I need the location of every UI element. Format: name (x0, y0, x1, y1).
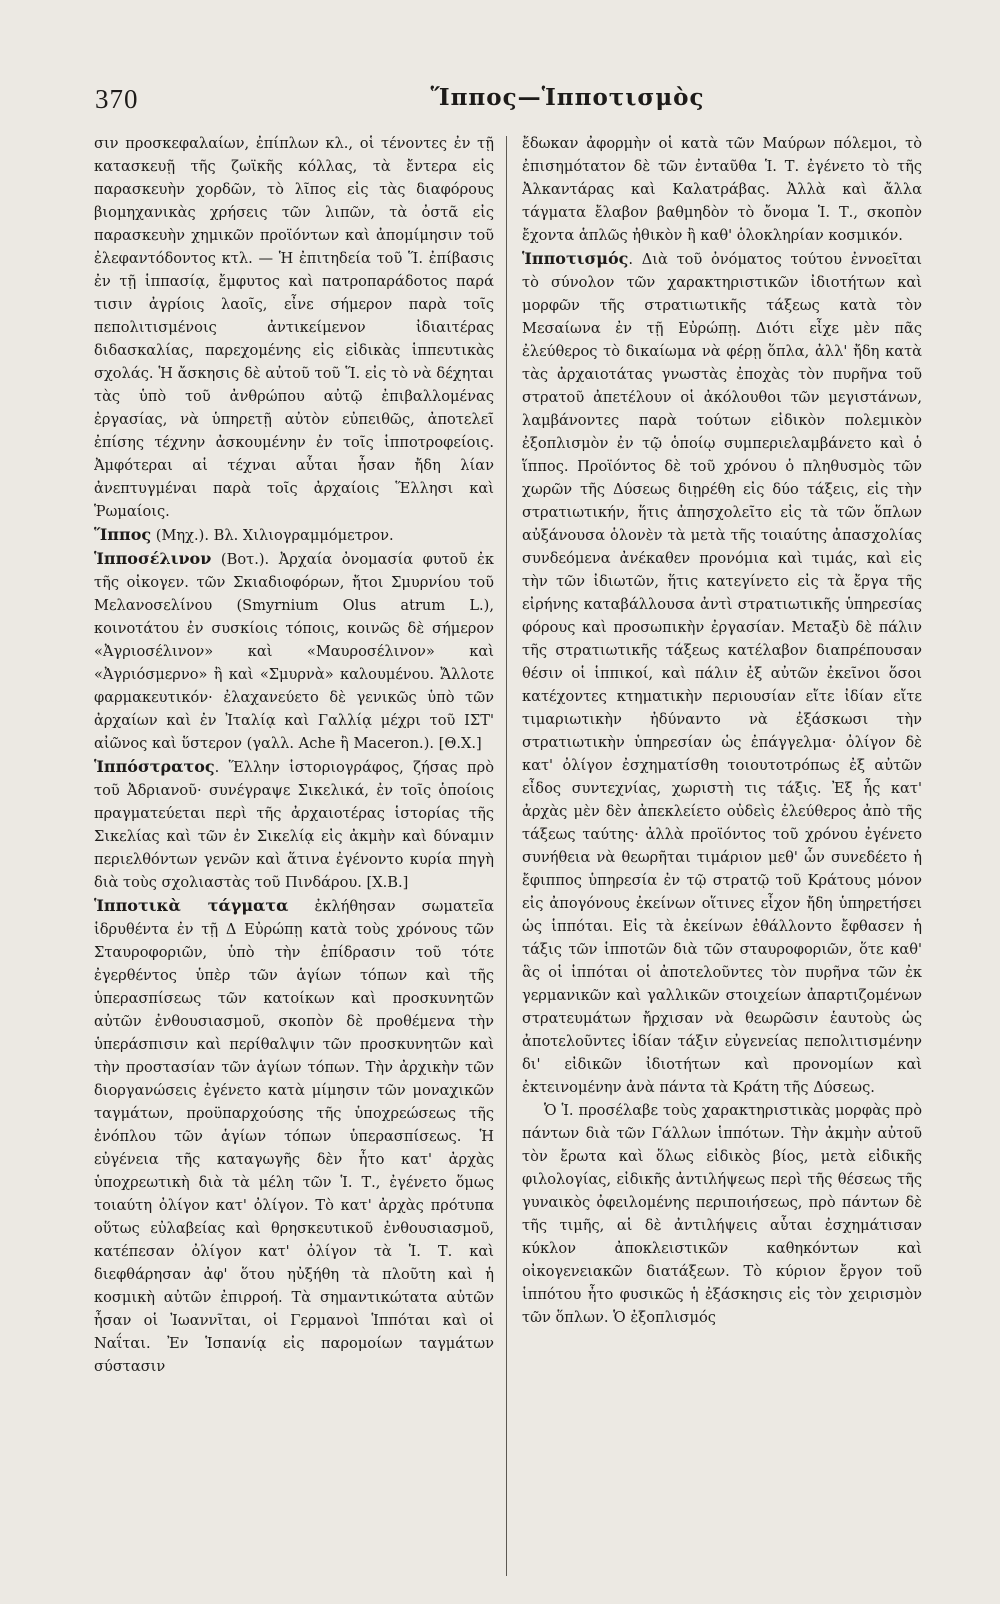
entry-headword: Ἱππoτικὰ τάγματα (94, 896, 289, 915)
right-column (522, 132, 922, 1582)
entry-text: (Βοτ.). Ἀρχαία ὀνομασία φυτοῦ ἐκ τῆς οἰκογεν. τῶν Σκιαδιοφόρων, ἤτοι Σμυρνίου τοῦ Μελανοσελίνου (Smyrnium Olus atrum L.), κοινοτάτου ἐν συσκίοις τόποις, κοινῶς δὲ σήμερον «Ἀγριοσέλινον» καὶ «Μαυροσέλινον» καὶ «Ἀγριόσμερνο» ἢ καὶ «Σμυρνὰ» καλουμένου. Ἄλλοτε φαρμακευτικόν· ἐλαχανεύετο δὲ γενικῶς ὑπὸ τῶν ἀρχαίων καὶ ἐν Ἰταλίᾳ καὶ Γαλλίᾳ μέχρι τοῦ ΙΣΤ' αἰῶνος καὶ ὕστερον (γαλλ. Ache ἢ Maceron.). [Θ.Χ.] (94, 551, 494, 752)
paragraph: ἔδωκαν ἀφορμὴν οἱ κατὰ τῶν Μαύρων πόλεμοι, τὸ ἐπισημότατον δὲ τῶν ἐνταῦθα Ἱ. Τ. ἐγένετο τὸ τῆς Ἀλκαντάρας καὶ Καλατράβας. Ἀλλὰ καὶ ἄλλα τάγματα ἔλαβον βαθμηδὸν τὸ ὄνομα Ἱ. Τ., σκοπὸν ἔχοντα ἁπλῶς ἠθικὸν ἢ καθ' ὁλοκληρίαν κοσμικόν. (522, 135, 922, 244)
entry (94, 523, 494, 547)
paragraph: Ὁ Ἱ. προσέλαβε τοὺς χαρακτηριστικὰς μορφὰς πρὸ πάντων διὰ τῶν Γάλλων ἱππότων. Τὴν ἀκμὴν αὐτοῦ τὸν ἔρωτα καὶ ὅλως εἰδικὸς βίος, μετὰ εἰδικῆς φιλολογίας, εἰδικῆς ἀντιλήψεως περὶ τῆς θέσεως τῆς γυναικὸς ὀφειλομένης περιποιήσεως, πρὸ πάντων δὲ τῆς τιμῆς, αἱ δὲ ἀντιλήψεις αὗται ἐσχημάτισαν κύκλον ἀποκλειστικῶν καθηκόντων καὶ οἰκογενειακῶν διατάξεων. Τὸ κύριον ἔργον τοῦ ἱππότου ἦτο φυσικῶς ἡ ἐξάσκησις εἰς τὸν χειρισμὸν τῶν ὅπλων. Ὁ ἐξοπλισμός (522, 1102, 922, 1326)
entry-text: . Διὰ τοῦ ὀνόματος τούτου ἐννοεῖται τὸ σύνολον τῶν χαρακτηριστικῶν ἰδιοτήτων καὶ μορφῶν τῆς στρατιωτικῆς τάξεως κατὰ τὸν Μεσαίωνα ἐν τῇ Εὐρώπῃ. Διότι εἶχε μὲν πᾶς ἐλεύθερος τὸ δικαίωμα νὰ φέρῃ ὅπλα, ἀλλ' ἤδη κατὰ τὰς ἀρχαιοτάτας γνωστὰς ἐποχὰς τὸν πυρῆνα τοῦ στρατοῦ ἀπετέλουν οἱ ἀκόλουθοι τῶν μεγιστάνων, λαμβάνοντες παρὰ τούτων εἰδικὸν πολεμικὸν ἐξοπλισμὸν ἐν τῷ ὁποίῳ συμπεριελαμβάνετο καὶ ὁ ἵππος. Προϊόντος δὲ τοῦ χρόνου ὁ πληθυσμὸς τῶν χωρῶν τῆς Δύσεως διῃρέθη εἰς δύο τάξεις, εἰς τὴν στρατιωτικήν, ἥτις ἀπησχολεῖτο εἰς τὰ τῶν ὅπλων αὐξάνουσα ὁλονὲν τὰ μετὰ τῆς τοιαύτης ἀπασχολίας συνδεόμενα ἀνέκαθεν προνόμια καὶ τιμάς, καὶ εἰς τὴν τῶν ἰδιωτῶν, ἥτις κατεγίνετο εἰς τὰ ἔργα τῆς εἰρήνης καταβάλλουσα ἀντὶ στρατιωτικῆς ὑπηρεσίας φόρους καὶ προσωπικὴν ἐργασίαν. Μεταξὺ δὲ πάλιν τῆς στρατιωτικῆς τάξεως κατέλαβον διαπρέπουσαν θέσιν οἱ ἱππικοί, καὶ πάλιν ἐξ αὐτῶν ἐκεῖνοι ὅσοι κατέχοντες κτηματικὴν περιουσίαν εἴτε ἰδίαν εἴτε τιμαριωτικὴν ἠδύναντο νὰ ἐξάσκωσι τὴν στρατιωτικὴν ὑπηρεσίαν ὡς ἐπάγγελμα· ὀλίγον δὲ κατ' ὀλίγον ἐσχηματίσθη τοιουτοτρόπως ἐξ αὐτῶν εἶδος συντεχνίας, χωριστὴ τις τάξις. Ἐξ ἧς κατ' ἀρχὰς μὲν δὲν ἀπεκλείετο οὐδεὶς ἐλεύθερος ἀπὸ τῆς τάξεως ταύτης· ἀλλὰ προϊόντος τοῦ χρόνου ἐγένετο συνήθεια νὰ θεωρῆται τιμάριον μεθ' ὧν συνεδέετο ἡ ἔφιππος ὑπηρεσία ἐν τῷ στρατῷ τοῦ Κράτους μόνον εἰς ἀπογόνους ἐκείνων οἵτινες εἶχον ἤδη ὑπηρετήσει ὡς ἱππόται. Εἰς τὰ ἐκείνων ἐθάλλοντο ἔφθασεν ἡ τάξις τῶν ἱπποτῶν διὰ τῶν σταυροφοριῶν, ὅτε καθ' ἃς οἱ ἱππόται οἱ ἀποτελοῦντες τὸν πυρῆνα τῶν ἐκ γερμανικῶν καὶ γαλλικῶν στοιχείων ἀπαρτιζομένων στρατευμάτων ἤρχισαν νὰ θεωρῶσιν ἑαυτοὺς ὡς ἀποτελοῦντες ἰδίαν τάξιν εὐγενείας πεπολιτισμένην δι' εἰδικῶν ἰδιοτήτων καὶ προνομίων καὶ ἐκτεινομένην ἀνὰ πάντα τὰ Κράτη τῆς Δύσεως. (522, 251, 922, 1096)
entry-headword: Ἱππόστρατος (94, 757, 215, 776)
running-head: Ἵππος—Ἱπποτισμὸς (430, 84, 705, 111)
entry (94, 547, 494, 755)
entry (522, 247, 922, 1099)
entry-text: . Ἕλλην ἱστοριογράφος, ζήσας πρὸ τοῦ Ἀδριανοῦ· συνέγραψε Σικελικά, ἐν τοῖς ὁποίοις πραγματεύεται περὶ τῆς ἀρχαιοτέρας ἱστορίας τῆς Σικελίας καὶ τῶν ἐν Σικελίᾳ εἰς ἀκμὴν καὶ δύναμιν περιελθόντων γενῶν καὶ ἅτινα ἐγένοντο κυρία πηγὴ διὰ τοὺς σχολιαστὰς τοῦ Πινδάρου. [Χ.Β.] (94, 759, 494, 891)
page-number: 370 (95, 84, 139, 114)
entry (94, 894, 494, 1378)
page-header (95, 84, 960, 124)
column-divider (506, 136, 507, 1576)
entry-headword: Ἱπποτισμός (522, 249, 629, 268)
paragraph: σιν προσκεφαλαίων, ἐπίπλων κλ., οἱ τένοντες ἐν τῇ κατασκευῇ τῆς ζωϊκῆς κόλλας, τὰ ἔντερα εἰς παρασκευὴν χορδῶν, τὸ λῖπος εἰς τὰς διαφόρους βιομηχανικὰς χρήσεις τῶν λιπῶν, τὰ ὀστᾶ εἰς παρασκευὴν χημικῶν προϊόντων καὶ ἀπομίμησιν τοῦ ἐλεφαντόδοντος κτλ. — Ἡ ἐπιτηδεία τοῦ Ἵ. ἐπίβασις ἐν τῇ ἱππασίᾳ, ἔμφυτος καὶ πατροπαράδοτος παρά τισιν ἀγρίοις λαοῖς, εἶνε σήμερον παρὰ τοῖς πεπολιτισμένοις ἀντικείμενον ἰδιαιτέρας διδασκαλίας, παρεχομένης εἰς εἰδικὰς ἱππευτικὰς σχολάς. Ἡ ἄσκησις δὲ αὐτοῦ τοῦ Ἵ. εἰς τὸ νὰ δέχηται τὰς ὑπὸ τοῦ ἀνθρώπου αὐτῷ ἐπιβαλλομένας ἐργασίας, νὰ ὑπηρετῇ αὐτὸν εὐπειθῶς, ἀποτελεῖ ἐπίσης τέχνην ἀσκουμένην ἐν τοῖς ἱπποτροφείοις. Ἀμφότεραι αἱ τέχναι αὗται ἦσαν ἤδη λίαν ἀνεπτυγμέναι παρὰ τοῖς ἀρχαίοις Ἕλλησι καὶ Ῥωμαίοις. (94, 135, 494, 520)
entry-text: ἐκλήθησαν σωματεῖα ἱδρυθέντα ἐν τῇ Δ Εὐρώπῃ κατὰ τοὺς χρόνους τῶν Σταυροφοριῶν, ὑπὸ τὴν ἐπίδρασιν τοῦ τότε ἐγερθέντος ὑπὲρ τῶν ἁγίων τόπων καὶ τῆς ὑπερασπίσεως τῶν κατοίκων καὶ προσκυνητῶν αὐτῶν ἐνθουσιασμοῦ, σκοπὸν δὲ προθέμενα τὴν ὑπεράσπισιν καὶ περίθαλψιν τῶν προσκυνητῶν καὶ τὴν προστασίαν τῶν ἁγίων τόπων. Τὴν ἀρχικὴν τῶν διοργανώσεις ἐγένετο κατὰ μίμησιν τῶν μοναχικῶν ταγμάτων, προϋπαρχούσης τῆς ὑποχρεώσεως τῆς ἐνόπλου τῶν ἁγίων τόπων ὑπερασπίσεως. Ἡ εὐγένεια τῆς καταγωγῆς δὲν ἦτο κατ' ἀρχὰς ὑποχρεωτικὴ διὰ τὰ μέλη τῶν Ἱ. Τ., ἐγένετο ὅμως τοιαύτη ὀλίγον κατ' ὀλίγον. Τὸ κατ' ἀρχὰς πρότυπα οὕτως εὐλαβείας καὶ θρησκευτικοῦ ἐνθουσιασμοῦ, κατέπεσαν ὀλίγον κατ' ὀλίγον τὰ Ἱ. Τ. καὶ διεφθάρησαν ἀφ' ὅτου ηὐξήθη τὰ πλοῦτη καὶ ἡ κοσμικὴ αὐτῶν ἐπιρροή. Τὰ σημαντικώτατα αὐτῶν ἦσαν οἱ Ἰωαννῖται, οἱ Γερμανοὶ Ἱππόται καὶ οἱ Ναΐται. Ἐν Ἱσπανίᾳ εἰς παρομοίων ταγμάτων σύστασιν (94, 898, 494, 1375)
entry (94, 755, 494, 894)
left-column (94, 132, 494, 1582)
entry-headword: Ἱπποσέλινον (94, 549, 212, 568)
entry-headword: Ἵππος (94, 525, 152, 544)
entry-text: (Μηχ.). Βλ. Χιλιογραμμόμετρον. (151, 527, 394, 544)
